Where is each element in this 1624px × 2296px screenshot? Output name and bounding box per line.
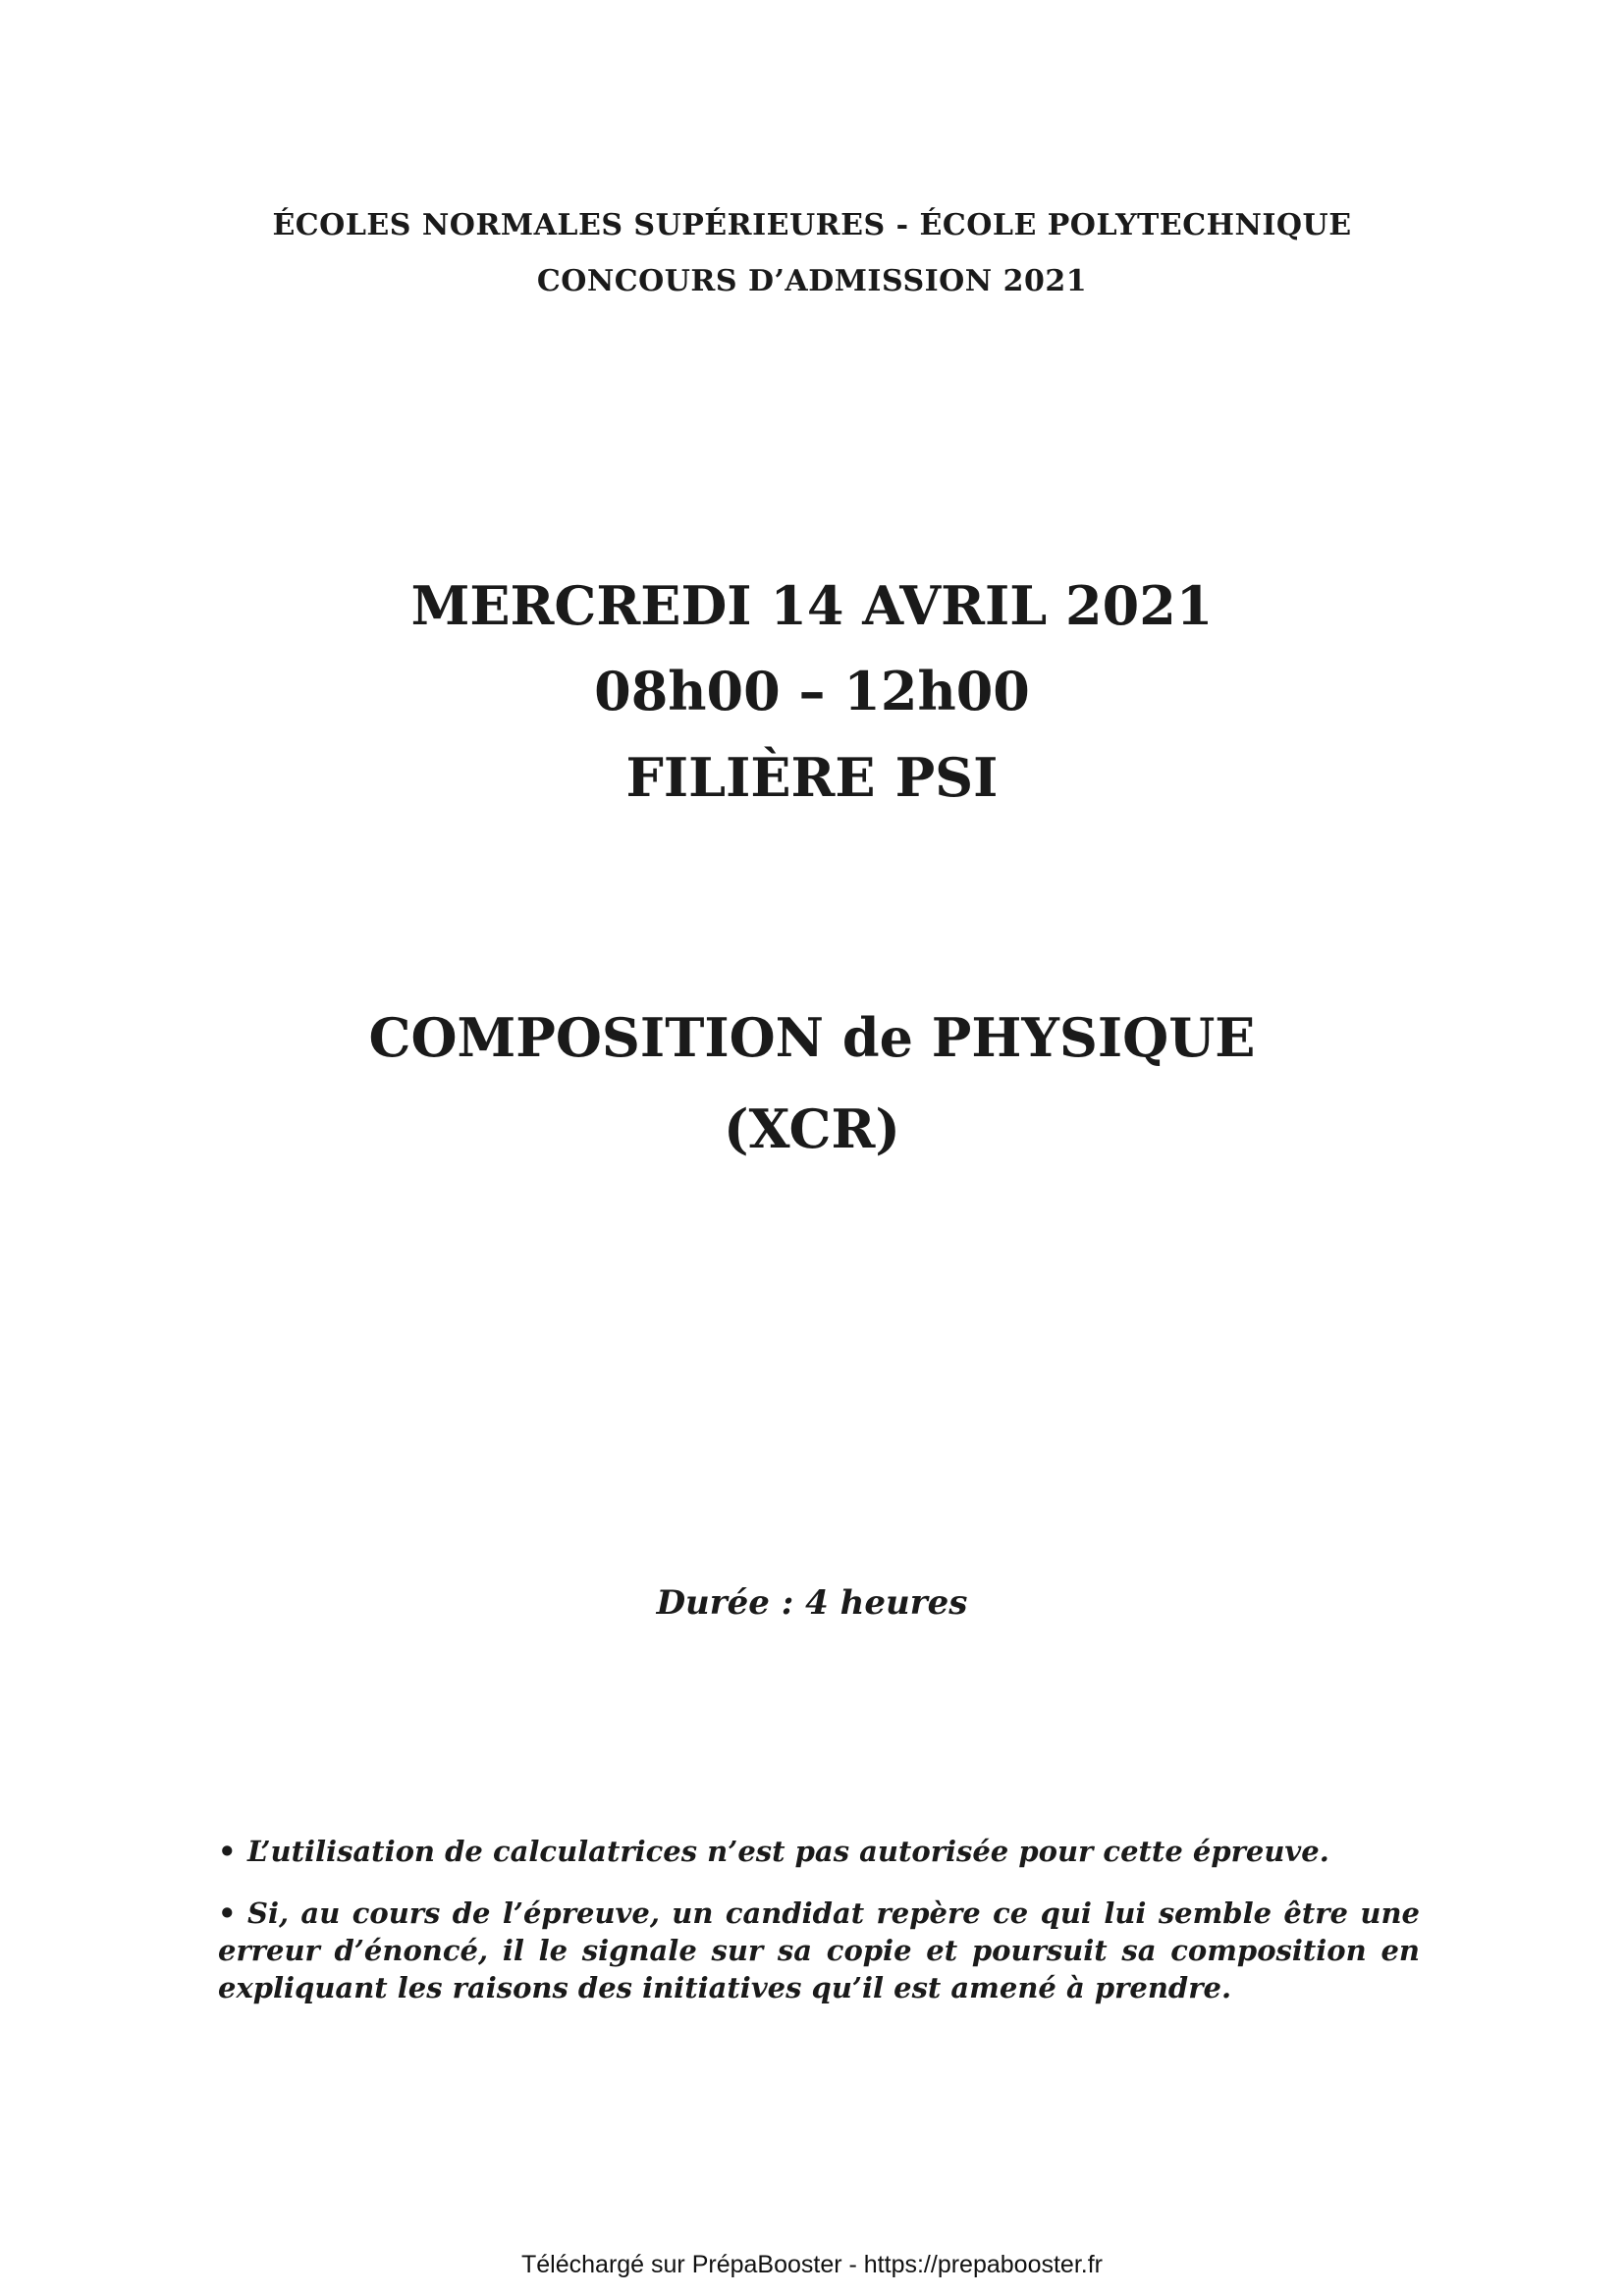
instruction-item	[218, 1833, 1420, 1870]
exam-date: MERCREDI 14 AVRIL 2021	[410, 574, 1214, 637]
instruction-item	[218, 1895, 1420, 2006]
exam-subject: COMPOSITION de PHYSIQUE	[368, 1006, 1256, 1069]
institution-header: ÉCOLES NORMALES SUPÉRIEURES - ÉCOLE POLYTECHNIQUE	[272, 208, 1352, 242]
bullet-icon: •	[218, 1896, 237, 1930]
filiere-label: FILIÈRE	[625, 746, 876, 809]
instruction-text: Si, au cours de l’épreuve, un candidat repère ce qui lui semble être une erreur d’énoncé, il le signale sur sa copie et poursuit sa composition en expliquant les raisons des initiatives qu’il est amené à prendre.	[218, 1896, 1420, 2004]
exam-code: (XCR)	[724, 1097, 900, 1160]
exam-time: 08h00 – 12h00	[594, 660, 1030, 722]
contest-header: CONCOURS D’ADMISSION 2021	[536, 264, 1088, 298]
filiere-value: PSI	[894, 746, 999, 809]
instruction-text: L’utilisation de calculatrices n’est pas autorisée pour cette épreuve.	[247, 1835, 1329, 1868]
bullet-icon: •	[218, 1835, 237, 1868]
download-footer: Téléchargé sur PrépaBooster - https://prepabooster.fr	[521, 2251, 1103, 2278]
exam-duration: Durée : 4 heures	[656, 1583, 968, 1623]
exam-filiere	[0, 746, 1624, 809]
